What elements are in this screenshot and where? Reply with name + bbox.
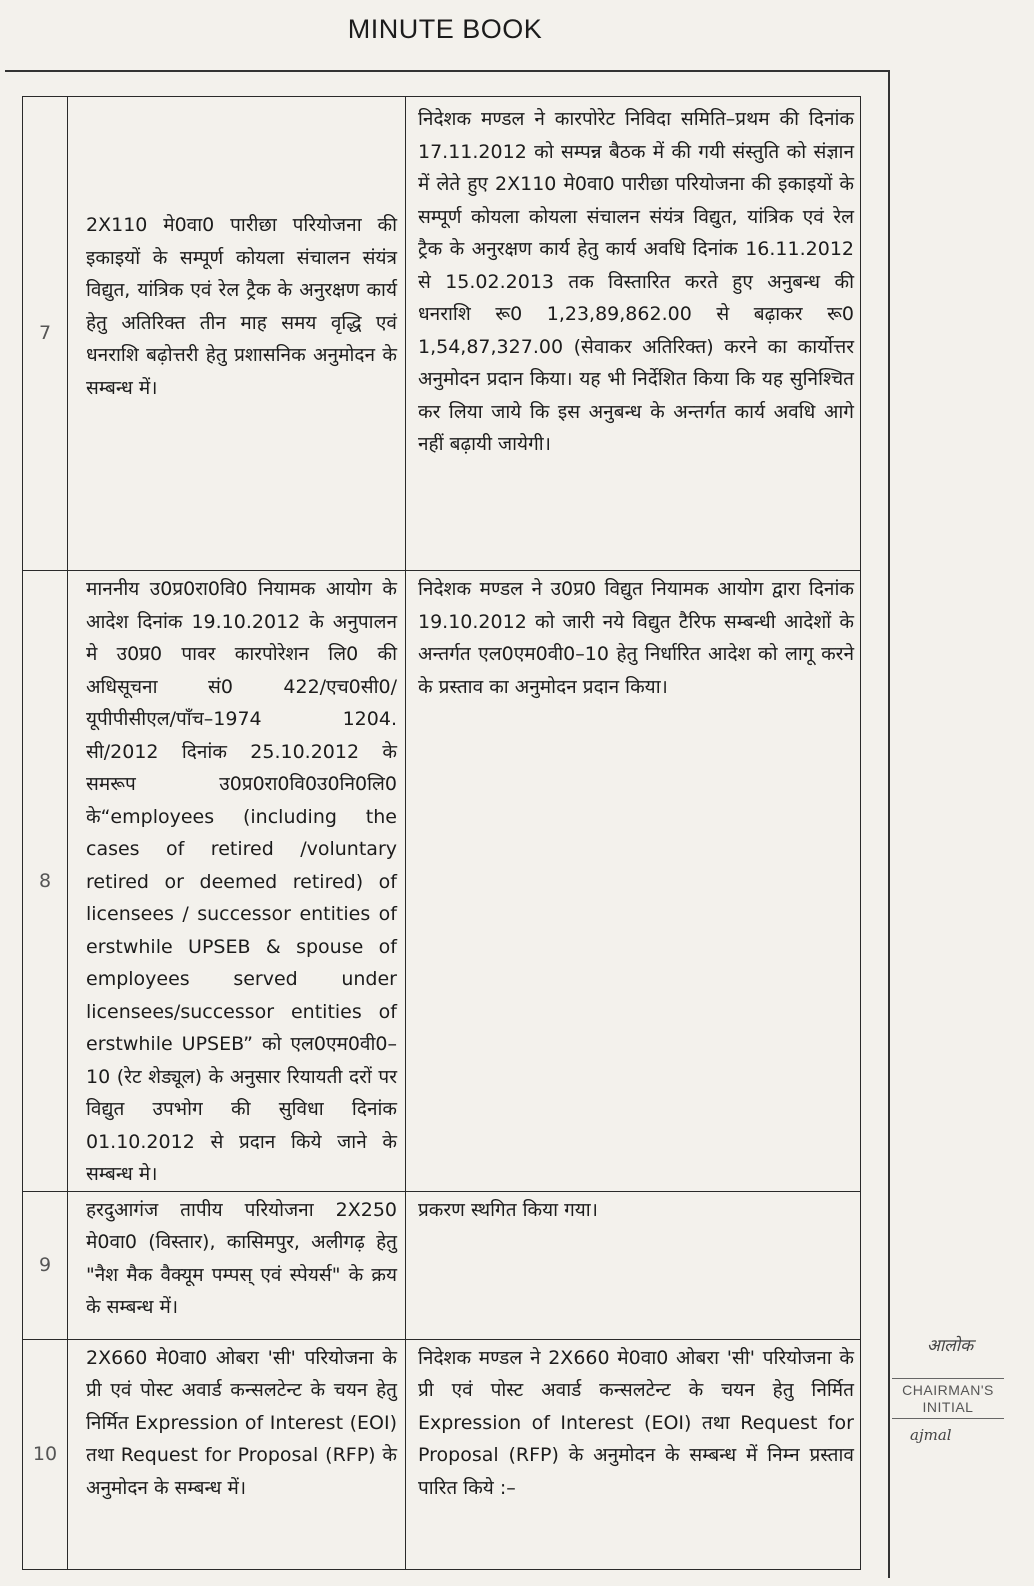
table-row — [23, 97, 861, 571]
item-decision: निदेशक मण्डल ने कारपोरेट निविदा समिति–प्रथम की दिनांक 17.11.2012 को सम्पन्न बैठक में की गयी संस्तुति को संज्ञान में लेते हुए 2X110 मे0वा0 पारीछा परियोजना की इकाइयों के सम्पूर्ण कोयला कोयला संचालन संयंत्र विद्युत, यांत्रिक एवं रेल ट्रैक के अनुरक्षण कार्य हेतु कार्य अवधि दिनांक 16.11.2012 से 15.02.2013 तक विस्तारित करते हुए अनुबन्ध की धनराशि रू0 1,23,89,862.00 से बढ़ाकर रू0 1,54,87,327.00 (सेवाकर अतिरिक्त) करने का कार्योत्तर अनुमोदन प्रदान किया। यह भी निर्देशित किया कि यह सुनिश्चित कर लिया जाये कि इस अनुबन्ध के अन्तर्गत कार्य अवधि आगे नहीं बढ़ायी जायेगी। — [406, 97, 861, 571]
item-subject: माननीय उ0प्र0रा0वि0 नियामक आयोग के आदेश दिनांक 19.10.2012 के अनुपालन मे उ0प्र0 पावर कारपोरेशन लि0 की अधिसूचना सं0 422/एच0सी0/यूपीपीसीएल/पाँच–1974 1204. सी/2012 दिनांक 25.10.2012 के समरूप उ0प्र0रा0वि0उ0नि0लि0 के“employees (including the cases of retired /voluntary retired or deemed retired) of licensees / successor entities of erstwhile UPSEB & spouse of employees served under licensees/successor entities of erstwhile UPSEB” को एल0एम0वी0–10 (रेट शेड्यूल) के अनुसार रियायती दरों पर विद्युत उपभोग की सुविधा दिनांक 01.10.2012 से प्रदान किये जाने के सम्बन्ध मे। — [68, 571, 406, 1192]
table-row — [23, 1339, 861, 1569]
item-number: 9 — [23, 1191, 68, 1339]
chairman-signature: आलोक — [926, 1336, 974, 1356]
item-decision: प्रकरण स्थगित किया गया। — [406, 1191, 861, 1339]
table-row — [23, 571, 861, 1192]
item-number: 8 — [23, 571, 68, 1192]
page-title: MINUTE BOOK — [347, 14, 543, 44]
table-row — [23, 1191, 861, 1339]
divider — [892, 1378, 1004, 1379]
item-decision: निदेशक मण्डल ने 2X660 मे0वा0 ओबरा 'सी' परियोजना के प्री एवं पोस्ट अवार्ड कन्सलटेन्ट के चयन हेतु निर्मित Expression of Interest (EOI) तथा Request for Proposal (RFP) के अनुमोदन के सम्बन्ध में निम्न प्रस्ताव पारित किये :– — [406, 1339, 861, 1569]
item-subject: 2X660 मे0वा0 ओबरा 'सी' परियोजना के प्री एवं पोस्ट अवार्ड कन्सलटेन्ट के चयन हेतु निर्मित Expression of Interest (EOI) तथा Request for Proposal (RFP) के अनुमोदन के सम्बन्ध में। — [68, 1339, 406, 1569]
item-number: 7 — [23, 97, 68, 571]
item-subject: हरदुआगंज तापीय परियोजना 2X250 मे0वा0 (विस्तार), कासिमपुर, अलीगढ़ हेतु "नैश मैक वैक्यूम पम्पस् एवं स्पेयर्स" के क्रय के सम्बन्ध में। — [68, 1191, 406, 1339]
item-subject: 2X110 मे0वा0 पारीछा परियोजना की इकाइयों के सम्पूर्ण कोयला संचालन संयंत्र विद्युत, यांत्रिक एवं रेल ट्रैक के अनुरक्षण कार्य हेतु अतिरिक्त तीन माह समय वृद्धि एवं धनराशि बढ़ोत्तरी हेतु प्रशासनिक अनुमोदन के सम्बन्ध में। — [68, 97, 406, 571]
initial-signature: ajmal — [910, 1426, 952, 1444]
item-number: 10 — [23, 1339, 68, 1569]
minutes-table — [22, 96, 861, 1570]
chairman-initial-box — [892, 1378, 1004, 1419]
chairman-initial-label: CHAIRMAN'S INITIAL — [892, 1382, 1004, 1419]
item-decision: निदेशक मण्डल ने उ0प्र0 विद्युत नियामक आयोग द्वारा दिनांक 19.10.2012 को जारी नये विद्युत टैरिफ सम्बन्धी आदेशों के अन्तर्गत एल0एम0वी0–10 हेतु निर्धारित आदेश को लागू करने के प्रस्ताव का अनुमोदन प्रदान किया। — [406, 571, 861, 1192]
